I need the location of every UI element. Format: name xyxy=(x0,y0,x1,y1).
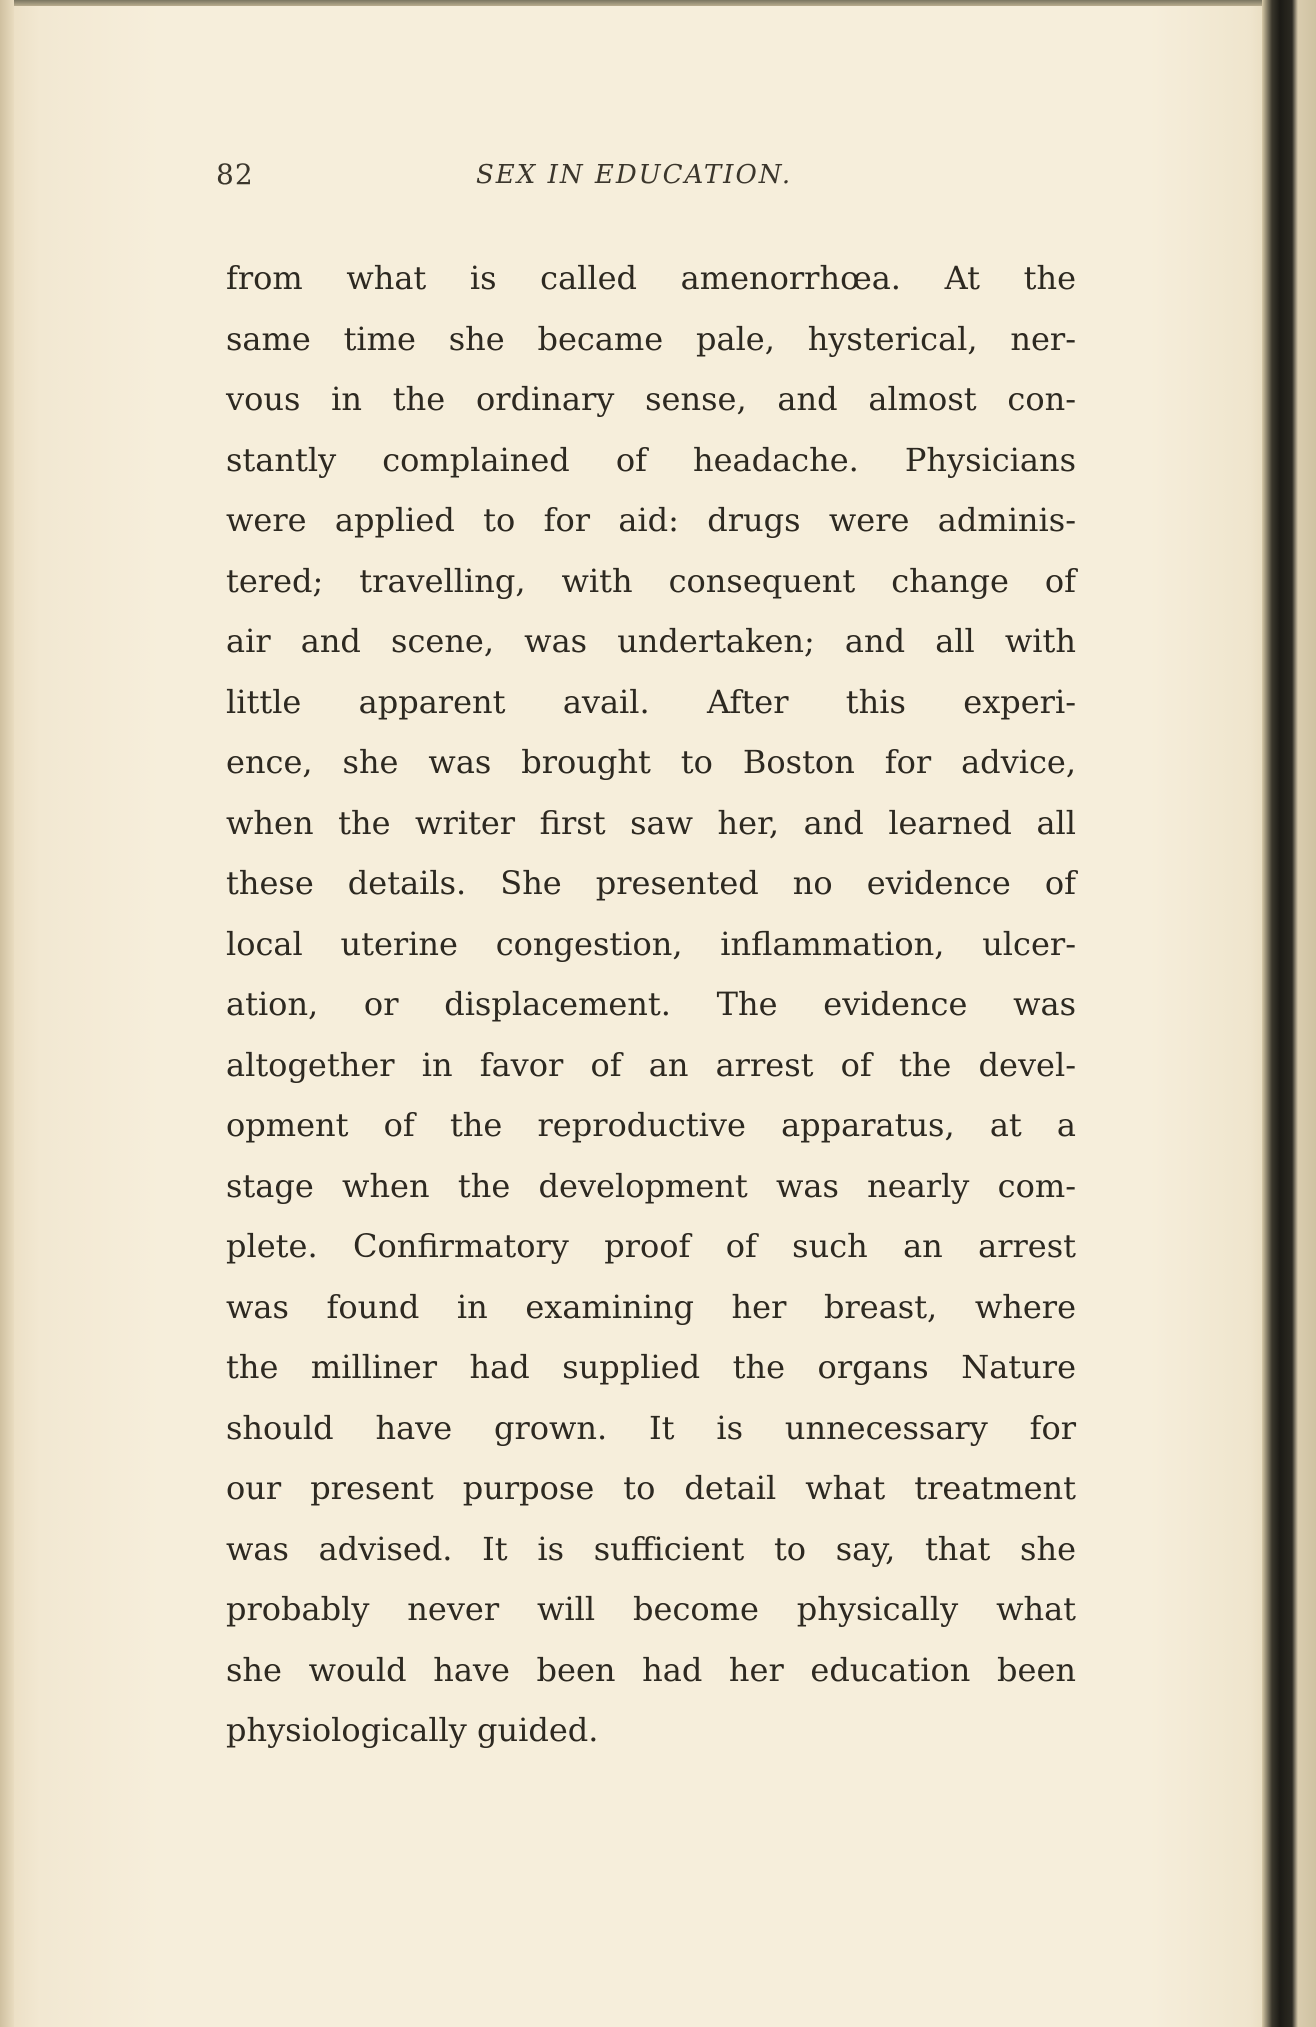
text-line: stage when the development was nearly com- xyxy=(226,1166,1076,1205)
text-line: ation, or displacement. The evidence was xyxy=(226,985,1076,1023)
text-line: from what is called amenorrhœa. At the xyxy=(226,259,1076,297)
text-line: air and scene, was undertaken; and all with xyxy=(226,622,1076,660)
running-head: SEX IN EDUCATION. xyxy=(476,160,793,190)
text-line: same time she became pale, hysterical, ner- xyxy=(226,319,1076,358)
text-line: vous in the ordinary sense, and almost con- xyxy=(226,380,1076,418)
book-spine xyxy=(1262,0,1316,2027)
text-line: these details. She presented no evidence of xyxy=(226,864,1076,902)
page-number: 82 xyxy=(216,158,254,191)
text-line: the milliner had supplied the organs Nature xyxy=(226,1348,1076,1386)
text-line: little apparent avail. After this experi- xyxy=(226,682,1076,721)
text-line: our present purpose to detail what treatment xyxy=(226,1469,1076,1507)
text-line: opment of the reproductive apparatus, at a xyxy=(226,1106,1076,1144)
text-line: when the writer first saw her, and learned all xyxy=(226,803,1076,842)
text-line: physiologically guided. xyxy=(226,1711,599,1749)
text-line: stantly complained of headache. Physicians xyxy=(226,440,1076,479)
text-line: should have grown. It is unnecessary for xyxy=(226,1408,1076,1447)
page-header xyxy=(0,158,1272,198)
body-text xyxy=(226,248,1076,1761)
text-line: altogether in favor of an arrest of the devel- xyxy=(226,1045,1076,1084)
page-left-edge xyxy=(0,0,14,2027)
text-line: was advised. It is sufficient to say, that she xyxy=(226,1529,1076,1568)
text-line: were applied to for aid: drugs were adminis- xyxy=(226,501,1076,539)
text-line: tered; travelling, with consequent change of xyxy=(226,561,1076,600)
text-line: probably never will become physically what xyxy=(226,1590,1076,1628)
text-line: local uterine congestion, inflammation, ulcer- xyxy=(226,924,1076,963)
text-line: plete. Confirmatory proof of such an arrest xyxy=(226,1227,1076,1265)
text-line: she would have been had her education been xyxy=(226,1650,1076,1689)
page-top-edge xyxy=(0,0,1272,6)
text-line: was found in examining her breast, where xyxy=(226,1287,1076,1326)
text-line: ence, she was brought to Boston for advice, xyxy=(226,743,1076,781)
